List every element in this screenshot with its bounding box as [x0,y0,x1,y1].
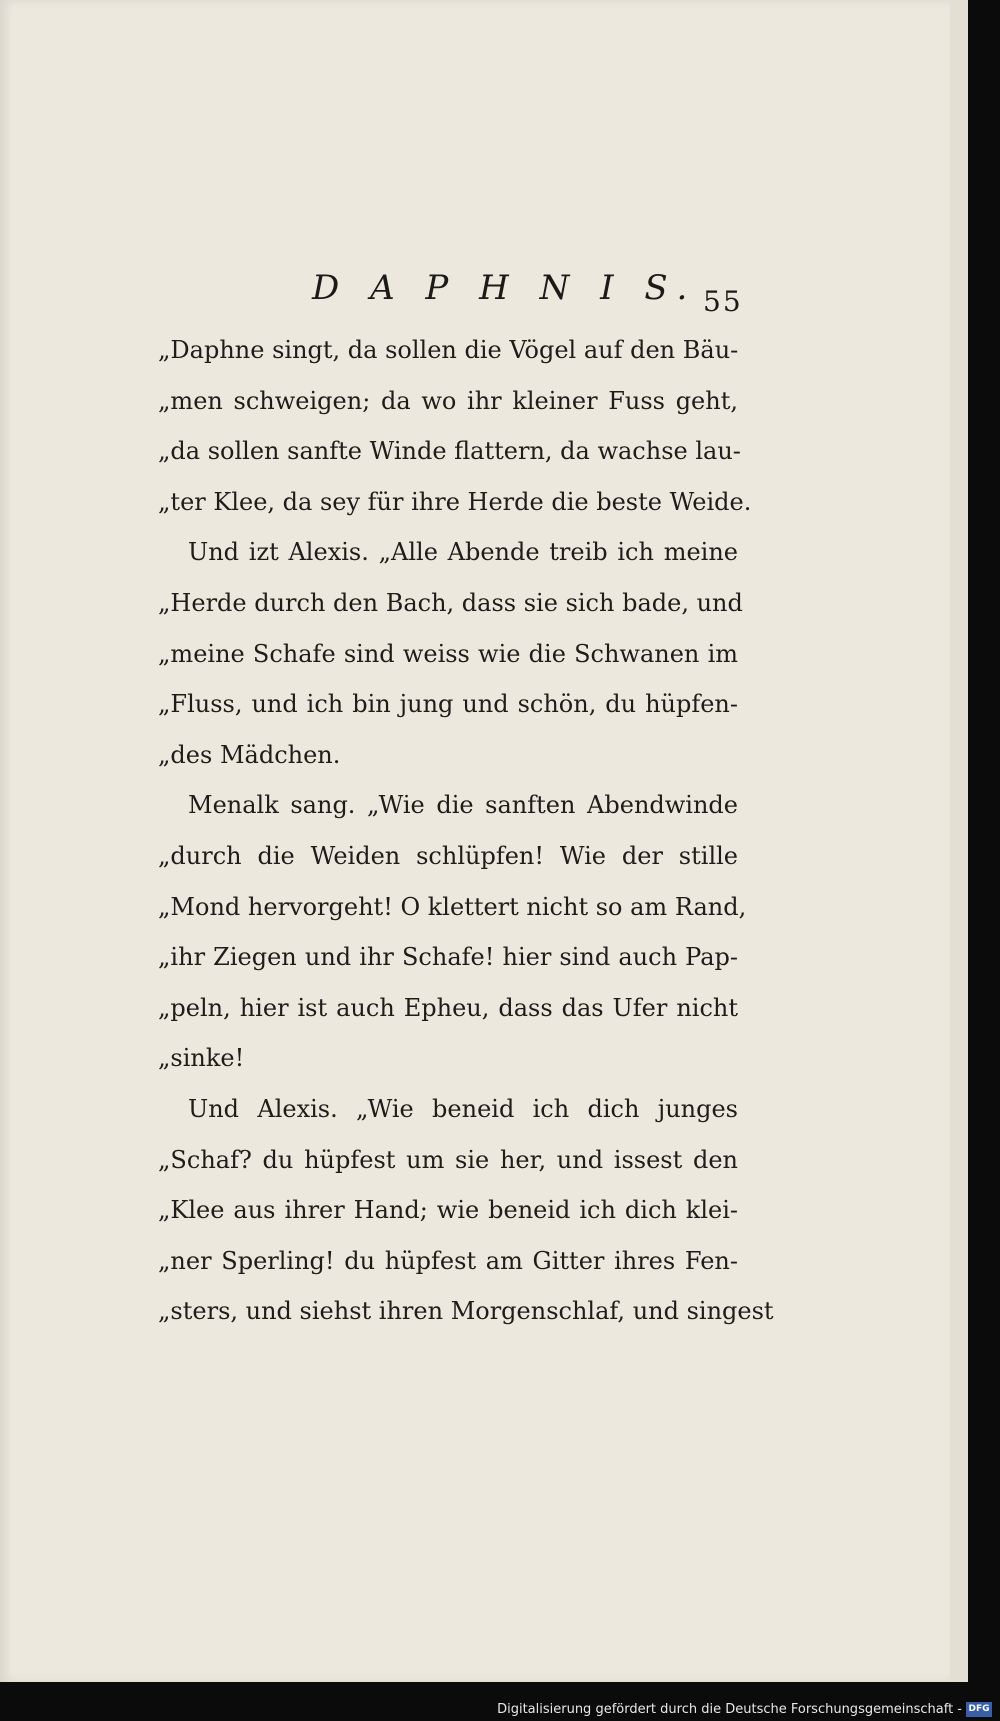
text-line: „sinke! [158,1044,245,1073]
text-line: „ner Sperling! du hüpfest am Gitter ihres Fen- [158,1246,738,1275]
text-line: „Klee aus ihrer Hand; wie beneid ich dich klei- [158,1196,738,1225]
text-line: „sters, und siehst ihren Morgenschlaf, und singest [158,1297,774,1326]
text-line: „Fluss, und ich bin jung und schön, du hüpfen- [158,690,738,719]
text-line: „ihr Ziegen und ihr Schafe! hier sind auch Pap- [158,943,738,972]
text-line: Und Alexis. „Wie beneid ich dich junges [188,1094,738,1123]
text-line: „Mond hervorgeht! O klettert nicht so am Rand, [158,892,747,921]
digitization-credit: Digitalisierung gefördert durch die Deutsche Forschungsgemeinschaft - [497,1702,962,1717]
body-text [158,325,774,1337]
running-head: D A P H N I S. [312,268,698,308]
text-line: „Herde durch den Bach, dass sie sich bade, und [158,588,743,617]
text-line: „da sollen sanfte Winde flattern, da wachse lau- [158,437,741,466]
text-line: „peln, hier ist auch Epheu, dass das Ufer nicht [158,993,738,1022]
text-line: „Schaf? du hüpfest um sie her, und issest den [158,1145,738,1174]
text-line: Und izt Alexis. „Alle Abende treib ich meine [188,538,738,567]
text-line: „men schweigen; da wo ihr kleiner Fuss geht, [158,386,738,415]
dfg-logo: DFG [966,1702,992,1717]
text-line: „durch die Weiden schlüpfen! Wie der stille [158,841,738,870]
text-line: „des Mädchen. [158,740,341,769]
text-line: „meine Schafe sind weiss wie die Schwanen im [158,639,738,668]
text-line: „Daphne singt, da sollen die Vögel auf den Bäu- [158,336,739,364]
text-line: „ter Klee, da sey für ihre Herde die beste Weide. [158,487,752,516]
page-number: 55 [703,285,743,318]
text-line: Menalk sang. „Wie die sanften Abendwinde [188,791,738,820]
